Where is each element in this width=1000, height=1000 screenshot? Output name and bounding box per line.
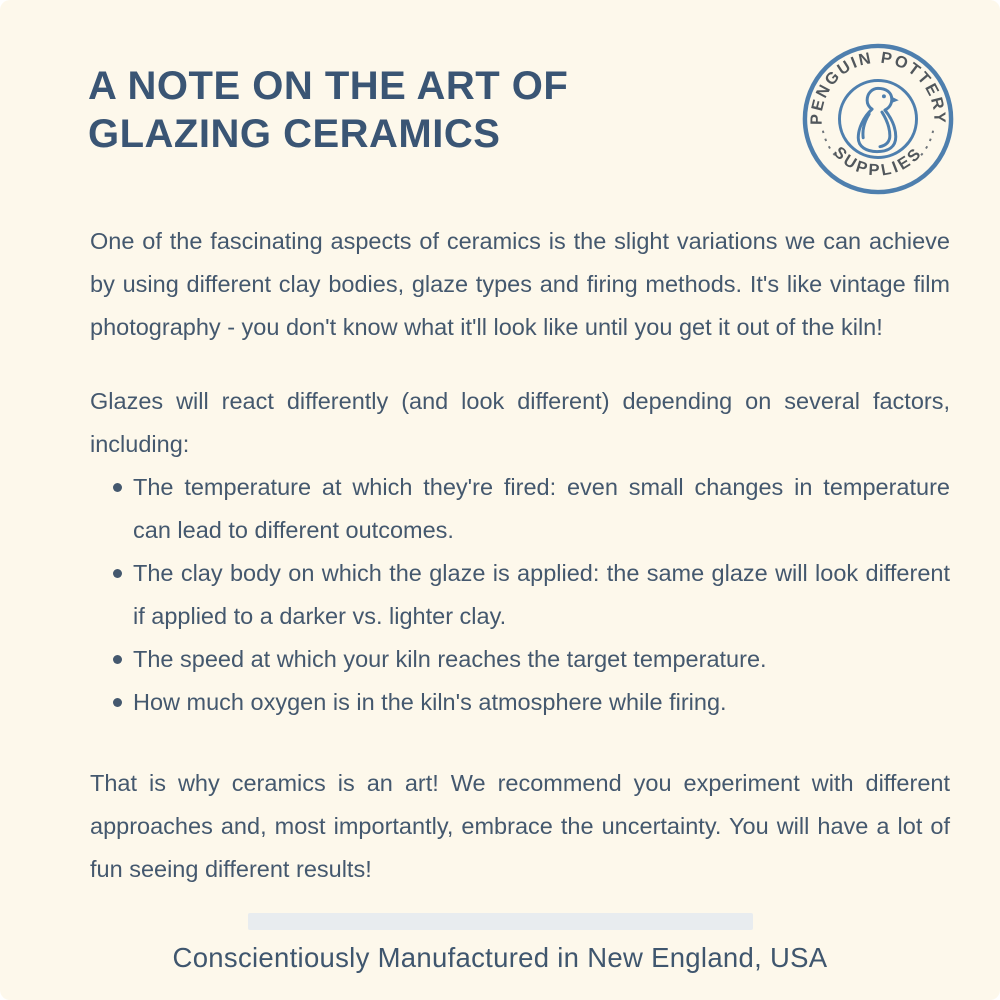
bullet-dot-icon bbox=[113, 483, 122, 492]
bullet-dot-icon bbox=[113, 569, 122, 578]
body-copy bbox=[90, 220, 950, 891]
page-title bbox=[88, 62, 748, 158]
logo-text-top: PENGUIN POTTERY bbox=[807, 48, 949, 125]
logo-text-bottom: SUPPLIES bbox=[829, 143, 927, 180]
paragraph-variations: One of the fascinating aspects of ceramics is the slight variations we can achieve by using different clay bodies, glaze types and firing methods. It's like vintage film photography - you don't know what it'll look like until you get it out of the kiln! bbox=[90, 228, 950, 340]
footer-divider bbox=[248, 913, 753, 930]
paragraph-factors-intro: Glazes will react differently (and look different) depending on several factors, including: bbox=[90, 388, 950, 457]
penguin-pottery-logo bbox=[799, 40, 957, 198]
paragraph-art-conclusion: That is why ceramics is an art! We recommend you experiment with different approaches and, most importantly, embrace the uncertainty. You will have a lot of fun seeing different results! bbox=[90, 770, 950, 882]
bullet-dot-icon bbox=[113, 655, 122, 664]
factors-list bbox=[90, 466, 950, 724]
page-title-line1: A NOTE ON THE ART OF bbox=[88, 64, 569, 108]
list-item-kiln-speed bbox=[133, 638, 950, 681]
list-item-text: How much oxygen is in the kiln's atmosphere while firing. bbox=[133, 689, 727, 715]
svg-text:PENGUIN POTTERY bbox=[808, 49, 949, 125]
list-item-text: The temperature at which they're fired: even small changes in temperature can lead to different outcomes. bbox=[133, 474, 950, 543]
list-item-text: The speed at which your kiln reaches the target temperature. bbox=[133, 646, 767, 672]
footer-manufactured-text: Conscientiously Manufactured in New England, USA bbox=[172, 942, 828, 973]
bullet-dot-icon bbox=[113, 698, 122, 707]
list-item-clay-body bbox=[133, 552, 950, 638]
page-title-line2: GLAZING CERAMICS bbox=[88, 112, 501, 156]
list-item-oxygen bbox=[133, 681, 950, 724]
penguin-icon bbox=[858, 88, 898, 151]
svg-text:SUPPLIES bbox=[830, 143, 927, 179]
list-item-text: The clay body on which the glaze is applied: the same glaze will look different if applied to a darker vs. lighter clay. bbox=[133, 560, 950, 629]
logo-inner-ring-icon bbox=[839, 80, 916, 157]
list-item-temperature bbox=[133, 466, 950, 552]
